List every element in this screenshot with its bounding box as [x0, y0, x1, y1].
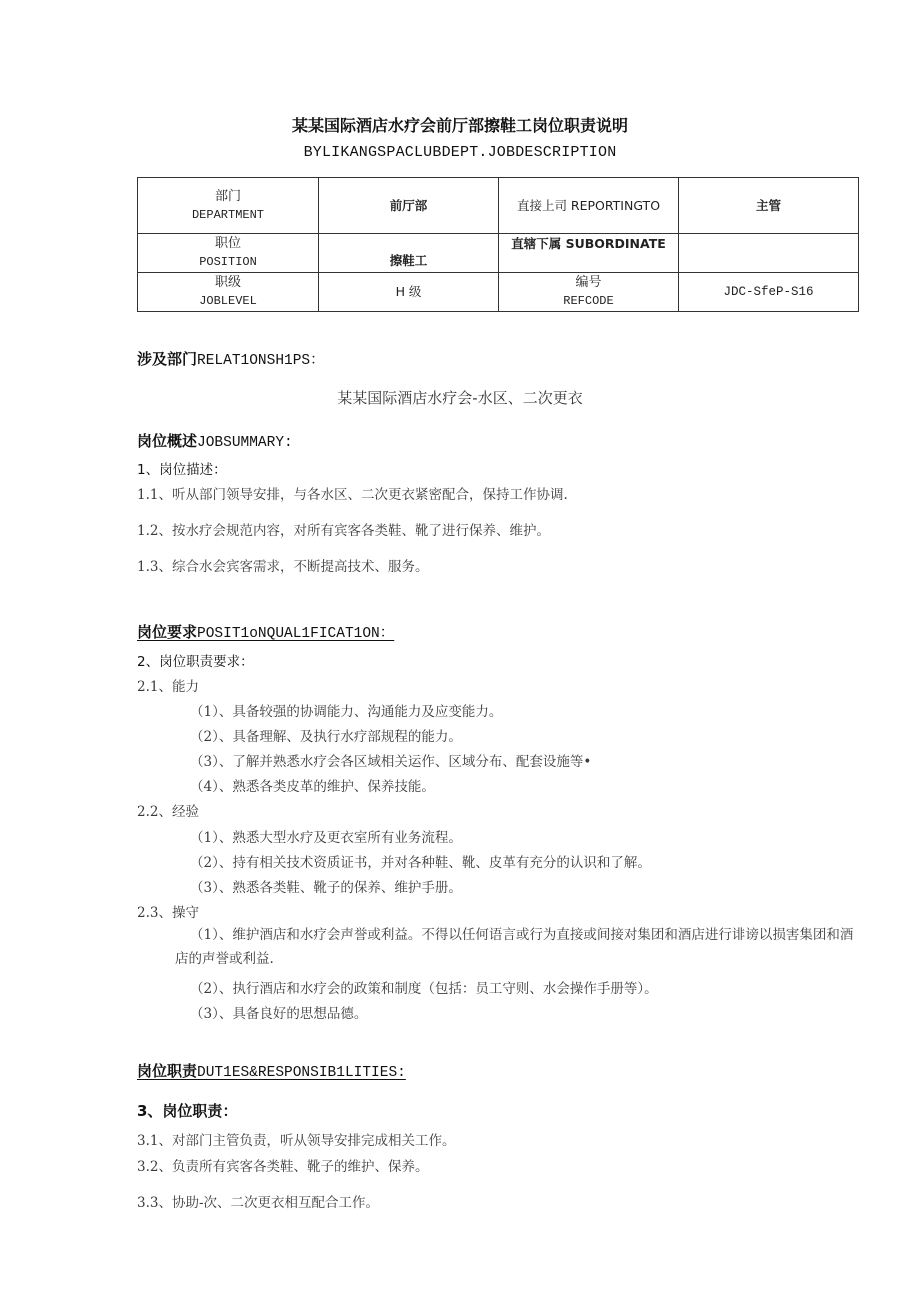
relationships-heading-cn: 涉及部门: [137, 350, 198, 368]
reporting-value: 主管: [679, 178, 859, 234]
subordinate-value: [679, 234, 859, 273]
joblevel-label-cell: [138, 273, 319, 312]
summary-heading-cn: 岗位概述: [137, 432, 198, 450]
department-label-cn: 部门: [214, 188, 241, 204]
joblevel-value: H 级: [319, 273, 499, 312]
document-subtitle: BYLIKANGSPACLUBDEPT.JOBDESCRIPTION: [303, 144, 617, 161]
duties-heading: [137, 1060, 406, 1081]
ability-label: 2.1、能力: [137, 679, 199, 695]
duties-heading-en: DUT1ES&RESPONSIB1LITIES:: [197, 1065, 406, 1081]
summary-heading: [137, 430, 293, 451]
list-item: （4）、熟悉各类皮革的维护、保养技能。: [190, 779, 435, 795]
joblevel-label-cn: 职级: [214, 275, 241, 290]
position-label-cn: 职位: [214, 236, 241, 251]
list-item: （2）、执行酒店和水疗会的政策和制度（包括：员工守则、水会操作手册等）。: [190, 981, 658, 997]
qualification-subheading: 2、岗位职责要求：: [137, 654, 254, 670]
reporting-label: 直接上司 REPORTINGTO: [499, 178, 679, 234]
qualification-heading-cn: 岗位要求: [137, 623, 198, 641]
list-item: （1）、具备较强的协调能力、沟通能力及应变能力。: [190, 704, 503, 720]
relationships-heading-en: RELAT1ONSH1PS：: [197, 353, 325, 369]
list-item: 3.1、对部门主管负责，听从领导安排完成相关工作。: [137, 1133, 456, 1149]
list-item: 3.2、负责所有宾客各类鞋、靴子的维护、保养。: [137, 1159, 429, 1175]
table-row: [138, 178, 859, 234]
list-item: （3）、熟悉各类鞋、靴子的保养、维护手册。: [190, 880, 462, 896]
list-item: 1.2、按水疗会规范内容，对所有宾客各类鞋、靴了进行保养、维护。: [137, 523, 550, 539]
list-item: 1.3、综合水会宾客需求，不断提高技术、服务。: [137, 559, 429, 575]
joblevel-label-en: JOBLEVEL: [199, 294, 257, 308]
position-label-en: POSITION: [199, 255, 257, 269]
document-title: 某某国际酒店水疗会前厅部擦鞋工岗位职责说明: [291, 116, 628, 135]
experience-label: 2.2、经验: [137, 804, 199, 820]
refcode-label-cn: 编号: [575, 275, 602, 290]
refcode-value: JDC-SfeP-S16: [679, 273, 859, 312]
summary-subheading: 1、岗位描述：: [137, 462, 227, 478]
qualification-heading-en: POSIT1oNQUAL1FICAT1ON：: [197, 626, 395, 642]
conduct-label: 2.3、操守: [137, 905, 199, 921]
list-item: （2）、持有相关技术资质证书，并对各种鞋、靴、皮革有充分的认识和了解。: [190, 855, 651, 871]
position-label-cell: [138, 234, 319, 273]
list-item: （2）、具备理解、及执行水疗部规程的能力。: [190, 729, 462, 745]
qualification-heading: [137, 621, 394, 642]
table-row: [138, 273, 859, 312]
job-info-table: [137, 177, 859, 312]
relationships-value: 某某国际酒店水疗会-水区、二次更衣: [337, 389, 583, 407]
department-label-en: DEPARTMENT: [191, 207, 264, 222]
department-label-cell: [138, 178, 319, 234]
relationships-heading: [137, 348, 325, 369]
list-item: 1.1、听从部门领导安排，与各水区、二次更衣紧密配合，保持工作协调.: [137, 487, 568, 503]
subordinate-label: 直辖下属 SUBORDINATE: [499, 234, 679, 273]
list-item: （1）、维护酒店和水疗会声誉或利益。不得以任何语言或行为直接或间接对集团和酒店进行诽谤以损害集团和酒店的声誉或利益.: [175, 927, 854, 967]
list-item: 3.3、协助-次、二次更衣相互配合工作。: [137, 1195, 380, 1211]
list-item: （1）、熟悉大型水疗及更衣室所有业务流程。: [190, 830, 462, 846]
list-item: （3）、具备良好的思想品德。: [190, 1006, 368, 1022]
table-row: [138, 234, 859, 273]
duties-subheading: 3、岗位职责：: [137, 1102, 238, 1120]
position-value: 擦鞋工: [319, 234, 499, 273]
department-value: 前厅部: [319, 178, 499, 234]
refcode-label-en: REFCODE: [563, 294, 614, 308]
summary-heading-en: JOBSUMMARY:: [197, 435, 293, 451]
duties-heading-cn: 岗位职责: [137, 1062, 198, 1080]
refcode-label-cell: [499, 273, 679, 312]
list-item: （3）、了解并熟悉水疗会各区域相关运作、区域分布、配套设施等•: [190, 754, 592, 770]
